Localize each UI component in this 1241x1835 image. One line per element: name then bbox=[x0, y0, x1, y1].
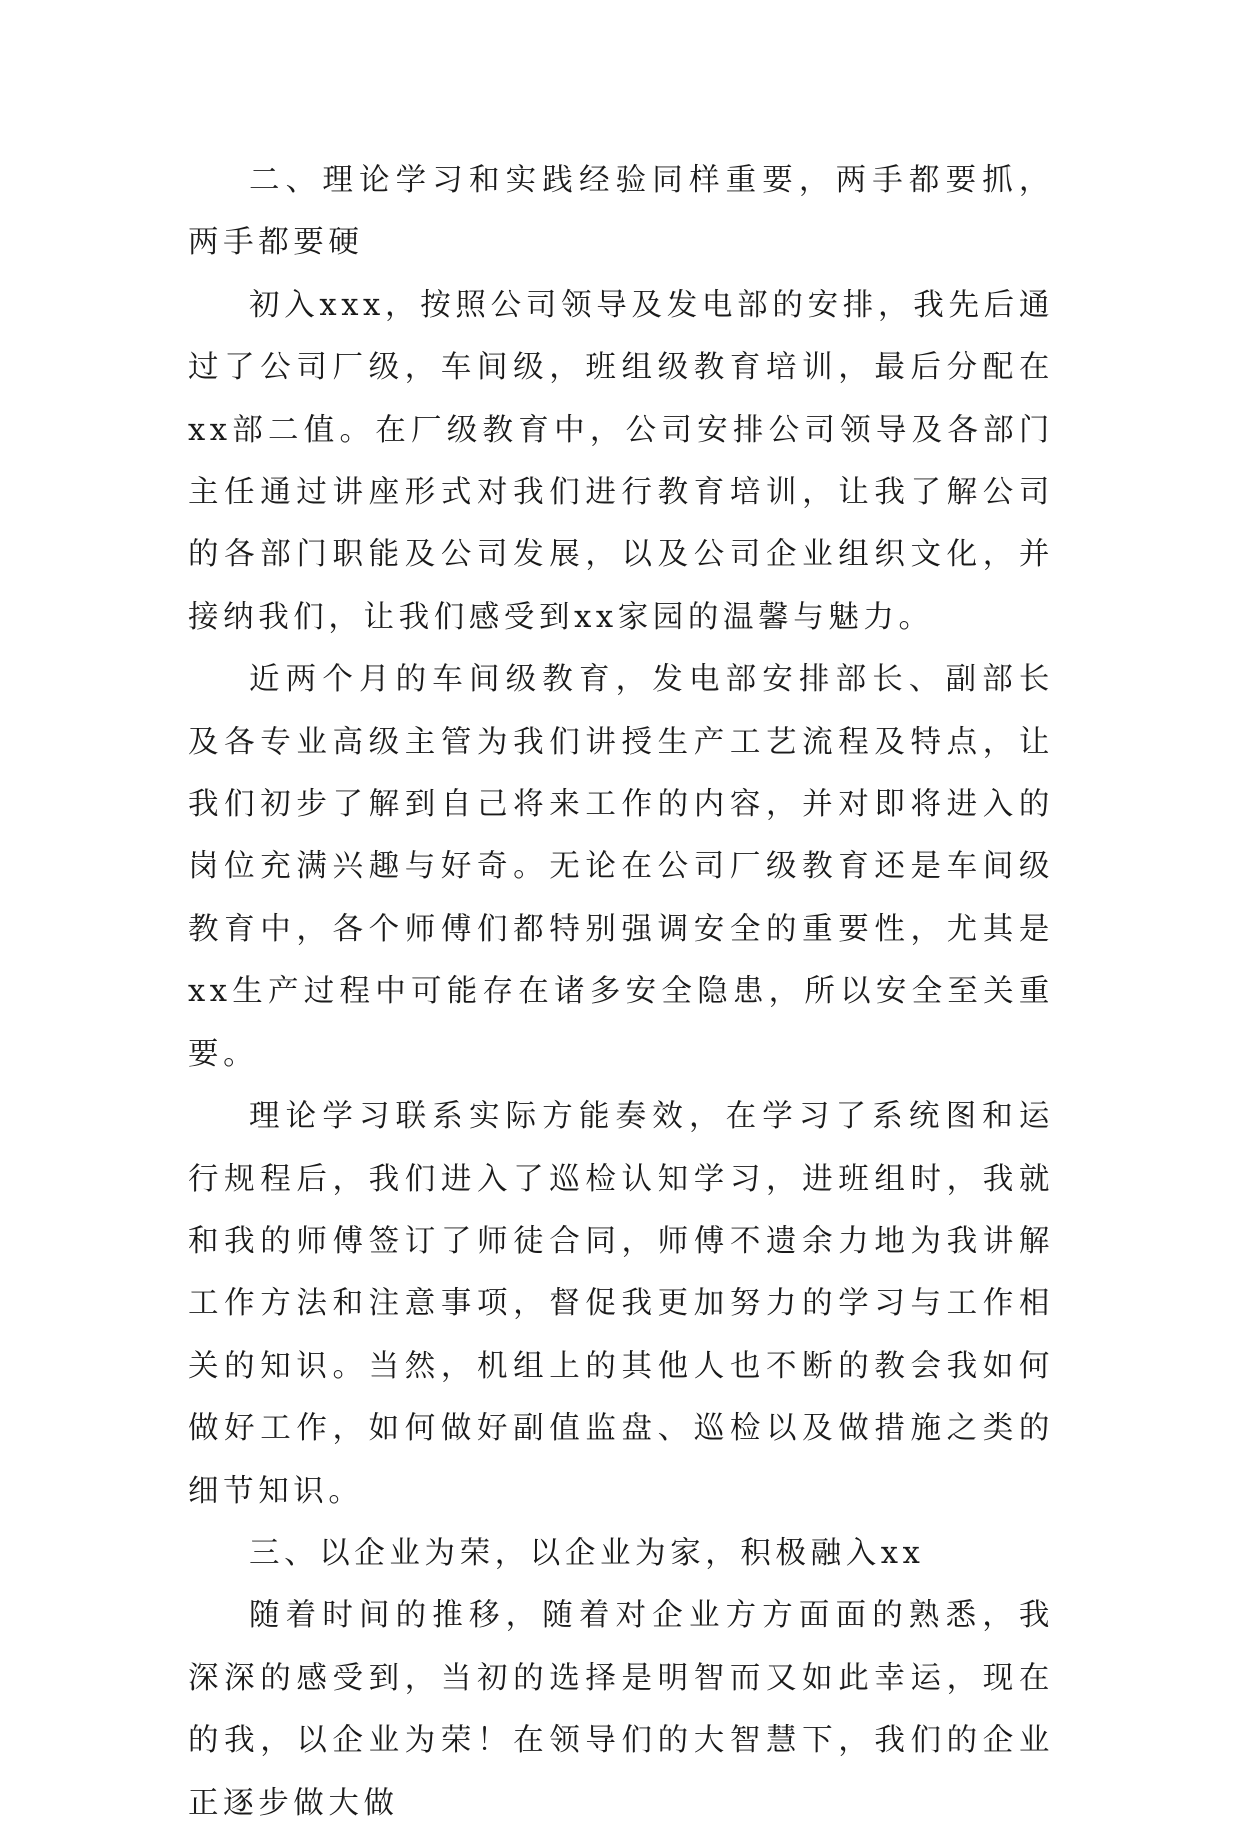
paragraph-company-pride: 随着时间的推移，随着对企业方方面面的熟悉，我深深的感受到，当初的选择是明智而又如此幸运，现在的我，以企业为荣！在领导们的大智慧下，我们的企业正逐步做大做 bbox=[188, 1598, 1054, 1821]
document-body bbox=[188, 150, 1054, 1835]
section-heading-3: 三、以企业为荣，以企业为家，积极融入xx bbox=[249, 1535, 925, 1571]
paragraph-induction-training: 初入xxx，按照公司领导及发电部的安排，我先后通过了公司厂级，车间级，班组级教育培训，最后分配在xx部二值。在厂级教育中，公司安排公司领导及各部门主任通过讲座形式对我们进行教育培训，让我了解公司的各部门职能及公司发展，以及公司企业组织文化，并接纳我们，让我们感受到xx家园的温馨与魅力。 bbox=[188, 287, 1054, 635]
section-heading-2: 二、理论学习和实践经验同样重要，两手都要抓，两手都要硬 bbox=[188, 163, 1054, 261]
paragraph-theory-practice: 理论学习联系实际方能奏效，在学习了系统图和运行规程后，我们进入了巡检认知学习，进班组时，我就和我的师傅签订了师徒合同，师傅不遗余力地为我讲解工作方法和注意事项，督促我更加努力的学习与工作相关的知识。当然，机组上的其他人也不断的教会我如何做好工作，如何做好副值监盘、巡检以及做措施之类的细节知识。 bbox=[188, 1099, 1054, 1509]
paragraph-workshop-education: 近两个月的车间级教育，发电部安排部长、副部长及各专业高级主管为我们讲授生产工艺流程及特点，让我们初步了解到自己将来工作的内容，并对即将进入的岗位充满兴趣与好奇。无论在公司厂级教育还是车间级教育中，各个师傅们都特别强调安全的重要性，尤其是xx生产过程中可能存在诸多安全隐患，所以安全至关重要。 bbox=[188, 662, 1054, 1072]
